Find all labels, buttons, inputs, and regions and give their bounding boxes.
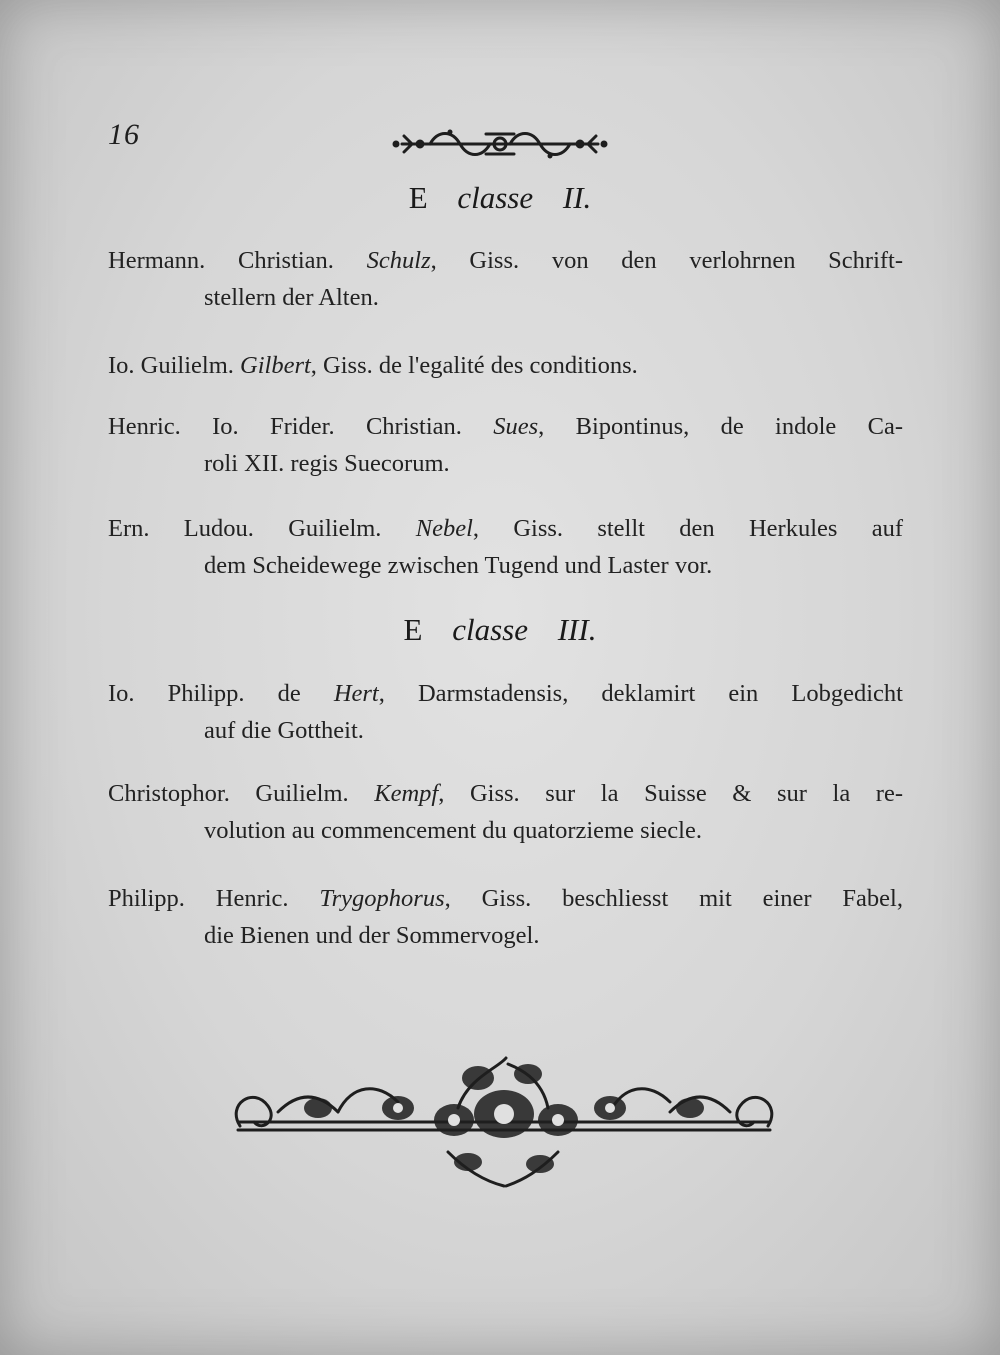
entry-first-line: Henric. Io. Frider. Christian. Sues, Bipontinus, de indole Ca- <box>108 413 903 440</box>
entry <box>108 408 903 482</box>
page-number: 16 <box>108 118 140 151</box>
entry-surname: Nebel <box>415 515 473 542</box>
entry-first-line: Philipp. Henric. Trygophorus, Giss. beschliesst mit einer Fabel, <box>108 885 903 912</box>
heading-lead: E <box>408 180 428 215</box>
entry-second-line: auf die Gottheit. <box>204 717 364 744</box>
entry-surname: Trygophorus <box>319 885 445 912</box>
heading-word: classe <box>457 180 534 215</box>
entry <box>108 675 903 749</box>
entry-surname: Sues <box>493 413 539 440</box>
entry-second-line: dem Scheidewege zwischen Tugend und Laster vor. <box>204 552 713 579</box>
entry <box>108 880 903 954</box>
entry-first-line: Io. Guilielm. Gilbert, Giss. de l'egalité des conditions. <box>108 352 638 379</box>
entry-surname: Hert <box>333 680 379 707</box>
entry <box>108 775 903 849</box>
entry-surname: Gilbert <box>240 352 311 379</box>
class-heading-ii <box>0 180 1000 216</box>
entry-second-line: stellern der Alten. <box>204 284 379 311</box>
entry-second-line: die Bienen und der Sommervogel. <box>204 922 540 949</box>
entry <box>108 242 903 316</box>
heading-numeral: III. <box>557 612 597 647</box>
entry-first-line: Hermann. Christian. Schulz, Giss. von den verlohrnen Schrift- <box>108 247 903 274</box>
entry-first-line: Io. Philipp. de Hert, Darmstadensis, deklamirt ein Lobgedicht <box>108 680 903 707</box>
entry-second-line: volution au commencement du quatorzieme siecle. <box>204 817 702 844</box>
entry-surname: Kempf <box>374 780 439 807</box>
scroll-vignette-icon <box>390 122 610 166</box>
entry-first-line: Christophor. Guilielm. Kempf, Giss. sur la Suisse & sur la re- <box>108 780 903 807</box>
floral-scroll-vignette-icon <box>218 1052 790 1192</box>
entry-first-line: Ern. Ludou. Guilielm. Nebel, Giss. stellt den Herkules auf <box>108 515 903 542</box>
entry-second-line: roli XII. regis Suecorum. <box>204 450 450 477</box>
entry <box>108 347 903 384</box>
entry-surname: Schulz <box>366 247 431 274</box>
heading-lead: E <box>403 612 423 647</box>
heading-numeral: II. <box>562 180 592 215</box>
heading-word: classe <box>452 612 528 647</box>
class-heading-iii <box>0 612 1000 648</box>
entry <box>108 510 903 584</box>
